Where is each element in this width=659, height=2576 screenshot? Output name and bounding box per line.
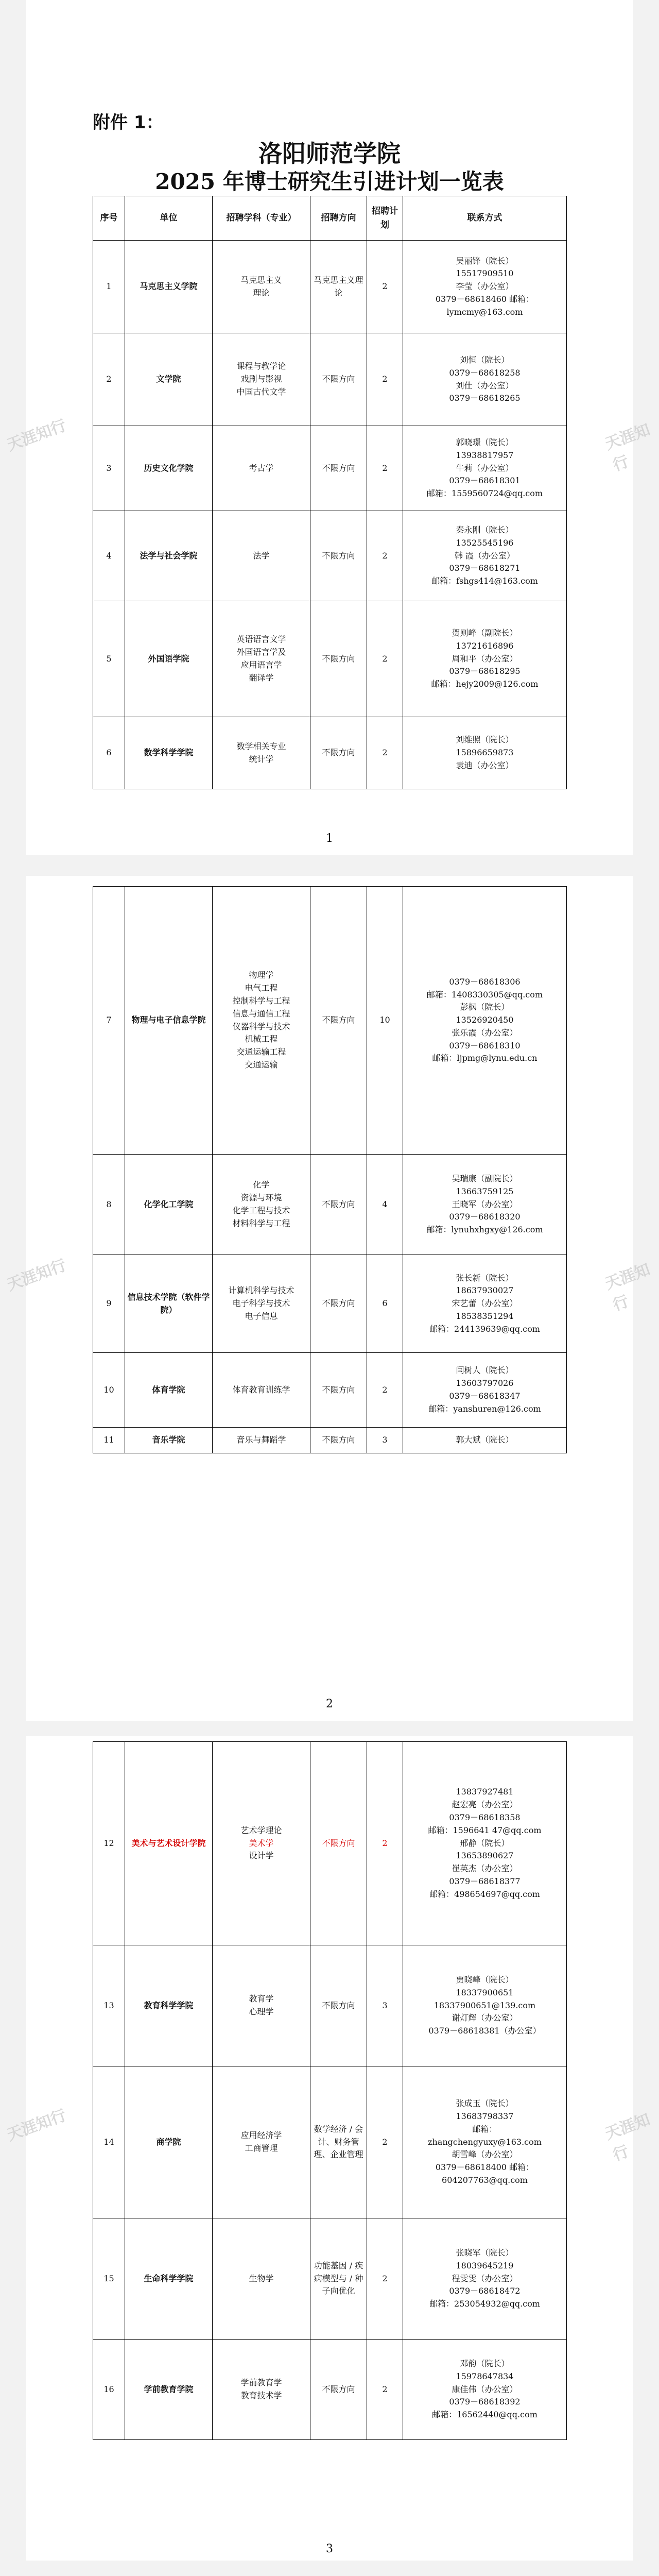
contact-line: 18337900651 [456, 1987, 514, 1997]
page-number: 3 [326, 2543, 333, 2555]
contact-line: 袁迪（办公室） [456, 760, 514, 770]
watermark-text: 天涯知行 [602, 2110, 653, 2165]
watermark-text: 天涯知行 [4, 1256, 69, 1295]
plan-table-page-1 [93, 196, 567, 789]
contact-line: 0379－68618400 邮箱： [435, 2162, 534, 2173]
recruit-direction: 不限方向 [310, 601, 367, 717]
contact-line: 18039645219 [456, 2260, 514, 2270]
contact-line: 0379－68618320 [449, 1212, 521, 1222]
contact-line: 15896659873 [456, 748, 514, 758]
contact-line: 邮箱： [472, 2124, 497, 2134]
row-number: 13 [93, 1945, 125, 2066]
page-1 [26, 0, 633, 855]
subject-item: 美术学 [249, 1838, 274, 1848]
contact-line: zhangchengyuxy@163.com [428, 2137, 542, 2147]
contact-line: 0379－68618301 [449, 476, 521, 486]
contact-line: 13663759125 [456, 1186, 514, 1196]
contact-line: 13653890627 [456, 1851, 514, 1861]
table-row [93, 426, 567, 511]
contact-line: 0379－68618295 [449, 666, 521, 676]
contact-line: 0379－68618392 [449, 2397, 521, 2407]
unit-name: 生命科学学院 [125, 2218, 213, 2340]
subject-item: 电气工程 [245, 983, 278, 993]
subject-item: 外国语言学及 [236, 647, 286, 657]
row-number: 4 [93, 511, 125, 601]
contact-line: 郭晓璟（院长） [456, 437, 514, 447]
subject-item: 音乐与舞蹈学 [236, 1435, 286, 1445]
table-row [93, 1255, 567, 1353]
document-title-plan: 2025 年博士研究生引进计划一览表 [155, 169, 504, 194]
subject-item: 电子信息 [245, 1311, 278, 1321]
table-row [93, 1742, 567, 1945]
contact-line: 0379－68618271 [449, 563, 521, 573]
recruit-direction: 不限方向 [310, 1945, 367, 2066]
unit-name: 商学院 [125, 2066, 213, 2218]
col-header-no: 序号 [93, 196, 125, 241]
contact-line: 彭枫（院长） [460, 1002, 510, 1012]
contact-line: 刘恒（院长） [460, 354, 510, 365]
contact-line: 邮箱：fshgs414@163.com [431, 576, 538, 586]
subject-item: 化学工程与技术 [232, 1206, 290, 1215]
unit-name: 信息技术学院（软件学院） [125, 1255, 213, 1353]
subject-item: 计算机科学与技术 [228, 1285, 294, 1296]
subject-item: 翻译学 [249, 672, 274, 683]
recruit-count: 10 [367, 887, 403, 1155]
subject-item: 艺术学理论 [240, 1825, 282, 1835]
contact-line: 李莹（办公室） [456, 281, 514, 292]
recruit-count: 2 [367, 717, 403, 789]
unit-name: 化学化工学院 [125, 1155, 213, 1255]
contact-line: 13837927481 [456, 1787, 514, 1797]
subject-item: 体育教育训练学 [232, 1384, 290, 1395]
contact-line: 13683798337 [456, 2111, 514, 2121]
subject-item: 英语语言文学 [236, 634, 286, 645]
subject-item: 学前教育学 [240, 2378, 282, 2388]
unit-name: 数学科学学院 [125, 717, 213, 789]
row-number: 2 [93, 333, 125, 426]
plan-table-page-2 [93, 886, 567, 1453]
recruit-count: 2 [367, 601, 403, 717]
subject-item: 应用经济学 [240, 2130, 282, 2141]
row-number: 11 [93, 1428, 125, 1453]
contact-line: 邮箱：yanshuren@126.com [428, 1403, 541, 1414]
contact-line: 邓韵（院长） [460, 2359, 510, 2368]
contact-line: 0379－68618377 [449, 1876, 521, 1886]
plan-table-page-3 [93, 1741, 567, 2440]
subject-item: 信息与通信工程 [232, 1008, 290, 1019]
watermark-text: 天涯知行 [602, 420, 653, 475]
table-row [93, 601, 567, 717]
contact-line: 邮箱：1596641 47@qq.com [428, 1825, 542, 1835]
row-number: 3 [93, 426, 125, 511]
subject-item: 电子科学与技术 [232, 1298, 290, 1309]
col-header-contact: 联系方式 [403, 196, 567, 241]
subject-item: 资源与环境 [240, 1193, 282, 1203]
contact-line: 13721616896 [456, 640, 514, 651]
contact-line: 0379－68618347 [449, 1391, 521, 1401]
contact-line: 康佳伟（办公室） [452, 2384, 518, 2394]
contact-line: 吴瑞康（副院长） [452, 1174, 518, 1183]
subject-item: 戏剧与影视 [240, 374, 282, 384]
contact-line: 13526920450 [456, 1015, 514, 1025]
recruit-count: 2 [367, 511, 403, 601]
contact-line: 胡雪峰（办公室） [452, 2149, 518, 2160]
contact-line: 张长新（院长） [456, 1273, 514, 1283]
subject-item: 工商管理 [245, 2143, 278, 2153]
recruit-direction: 不限方向 [310, 1353, 367, 1428]
contact-line: 宋艺蕾（办公室） [452, 1298, 518, 1309]
contact-line: 邮箱：253054932@qq.com [429, 2299, 540, 2309]
row-number: 16 [93, 2340, 125, 2440]
col-header-direction: 招聘方向 [310, 196, 367, 241]
subject-item: 应用语言学 [240, 660, 282, 670]
contact-line: 周和平（办公室） [452, 653, 518, 664]
unit-name: 教育科学学院 [125, 1945, 213, 2066]
contact-line: 13525545196 [456, 537, 514, 548]
subject-item: 化学 [253, 1180, 270, 1190]
recruit-direction: 数学经济 / 会计、财务管理、企业管理 [310, 2066, 367, 2218]
contact-line: 谢灯辉（办公室） [452, 2013, 518, 2023]
attachment-label: 附件 1： [93, 112, 164, 133]
contact-line: 13938817957 [456, 450, 514, 460]
contact-line: 刘仕（办公室） [456, 380, 514, 391]
subject-item: 统计学 [249, 754, 274, 764]
contact-line: 张晓军（院长） [456, 2248, 514, 2258]
page-number: 2 [326, 1698, 333, 1710]
contact-line: 邮箱：1559560724@qq.com [426, 488, 543, 499]
subject-item: 教育学 [249, 1994, 274, 2004]
subject-item: 控制科学与工程 [232, 995, 290, 1006]
row-number: 6 [93, 717, 125, 789]
recruit-direction: 不限方向 [310, 1428, 367, 1453]
row-number: 1 [93, 241, 125, 333]
table-row [93, 2340, 567, 2440]
page-2 [26, 876, 633, 1721]
contact-line: 韩 霞（办公室） [454, 550, 515, 561]
unit-name: 音乐学院 [125, 1428, 213, 1453]
unit-name: 马克思主义学院 [125, 241, 213, 333]
recruit-count: 2 [367, 2066, 403, 2218]
subject-item: 物理学 [249, 970, 274, 980]
subject-item: 仪器科学与技术 [232, 1021, 290, 1031]
table-row [93, 887, 567, 1155]
row-number: 14 [93, 2066, 125, 2218]
contact-line: 18538351294 [456, 1311, 514, 1321]
contact-line: 0379－68618460 邮箱： [435, 294, 534, 304]
contact-line: 邢静（院长） [460, 1838, 510, 1848]
contact-line: 张成玉（院长） [456, 2098, 514, 2109]
recruit-direction: 不限方向 [310, 511, 367, 601]
contact-line: 贺则峰（副院长） [452, 628, 518, 638]
recruit-count: 2 [367, 241, 403, 333]
row-number: 15 [93, 2218, 125, 2340]
subject-item: 设计学 [249, 1851, 274, 1861]
contact-line: 15517909510 [456, 268, 514, 279]
subject-item: 交通运输工程 [236, 1047, 286, 1057]
contact-line: 0379－68618306 [449, 976, 521, 987]
recruit-direction: 不限方向 [310, 887, 367, 1155]
page-number: 1 [326, 832, 333, 845]
col-header-count: 招聘计划 [367, 196, 403, 241]
subject-item: 马克思主义 [240, 275, 282, 285]
contact-line: 程雯雯（办公室） [452, 2273, 518, 2283]
recruit-direction: 不限方向 [310, 717, 367, 789]
row-number: 12 [93, 1742, 125, 1945]
contact-line: 18637930027 [456, 1285, 514, 1296]
contact-line: 王晓军（办公室） [452, 1199, 518, 1209]
row-number: 9 [93, 1255, 125, 1353]
subject-item: 心理学 [249, 2007, 274, 2016]
contact-line: 邮箱：lynuhxhgxy@126.com [426, 1225, 543, 1235]
subject-item: 法学 [253, 550, 270, 561]
contact-line: lymcmy@163.com [446, 307, 523, 317]
table-row [93, 1155, 567, 1255]
recruit-count: 2 [367, 333, 403, 426]
unit-name: 法学与社会学院 [125, 511, 213, 601]
row-number: 5 [93, 601, 125, 717]
recruit-direction: 功能基因 / 疾病模型与 / 种子向优化 [310, 2218, 367, 2340]
subject-item: 中国古代文学 [236, 386, 286, 397]
table-row [93, 333, 567, 426]
subject-item: 数学相关专业 [236, 741, 286, 751]
col-header-subject: 招聘学科（专业） [213, 196, 310, 241]
subject-item: 课程与教学论 [236, 361, 286, 371]
subject-item: 材料科学与工程 [232, 1218, 290, 1228]
contact-line: 邮箱：498654697@qq.com [429, 1889, 540, 1899]
recruit-count: 3 [367, 1428, 403, 1453]
contact-line: 邮箱：1408330305@qq.com [426, 989, 543, 999]
contact-line: 0379－68618358 [449, 1812, 521, 1822]
table-row [93, 2218, 567, 2340]
recruit-direction: 不限方向 [310, 2340, 367, 2440]
subject-item: 生物学 [249, 2273, 274, 2283]
recruit-count: 2 [367, 1353, 403, 1428]
unit-name: 学前教育学院 [125, 2340, 213, 2440]
table-row [93, 1353, 567, 1428]
unit-name: 物理与电子信息学院 [125, 887, 213, 1155]
unit-name: 文学院 [125, 333, 213, 426]
unit-name: 历史文化学院 [125, 426, 213, 511]
contact-line: 赵宏亮（办公室） [452, 1800, 518, 1810]
recruit-count: 2 [367, 1742, 403, 1945]
col-header-unit: 单位 [125, 196, 213, 241]
contact-line: 秦永刚（院长） [456, 525, 514, 535]
contact-line: 吴丽锋（院长） [456, 256, 514, 266]
contact-line: 闫树人（院长） [456, 1365, 514, 1376]
recruit-count: 2 [367, 2218, 403, 2340]
recruit-direction: 不限方向 [310, 1255, 367, 1353]
unit-name: 体育学院 [125, 1353, 213, 1428]
row-number: 10 [93, 1353, 125, 1428]
contact-line: 张乐霞（办公室） [452, 1027, 518, 1038]
contact-line: 0379－68618310 [449, 1040, 521, 1050]
contact-line: 邮箱：ljpmg@lynu.edu.cn [432, 1053, 537, 1063]
contact-line: 邮箱：16562440@qq.com [432, 2410, 537, 2420]
contact-line: 刘维照（院长） [456, 735, 514, 745]
contact-line: 18337900651@139.com [433, 2000, 536, 2010]
recruit-direction: 不限方向 [310, 333, 367, 426]
page-3 [26, 1736, 633, 2561]
contact-line: 邮箱：244139639@qq.com [429, 1324, 540, 1334]
contact-line: 郭大斌（院长） [456, 1435, 514, 1445]
recruit-count: 4 [367, 1155, 403, 1255]
contact-line: 13603797026 [456, 1378, 514, 1388]
subject-item: 机械工程 [245, 1034, 278, 1044]
subject-item: 理论 [253, 287, 270, 298]
recruit-count: 2 [367, 426, 403, 511]
contact-line: 15978647834 [456, 2371, 514, 2381]
contact-line: 604207763@qq.com [442, 2175, 528, 2185]
recruit-count: 2 [367, 2340, 403, 2440]
recruit-direction: 不限方向 [310, 426, 367, 511]
unit-name: 外国语学院 [125, 601, 213, 717]
recruit-count: 6 [367, 1255, 403, 1353]
unit-name: 美术与艺术设计学院 [125, 1742, 213, 1945]
table-row [93, 1428, 567, 1453]
row-number: 7 [93, 887, 125, 1155]
contact-line: 0379－68618265 [449, 393, 521, 403]
watermark-text: 天涯知行 [4, 416, 69, 455]
table-row [93, 1945, 567, 2066]
contact-line: 0379－68618258 [449, 367, 521, 378]
contact-line: 崔英杰（办公室） [452, 1863, 518, 1874]
table-header-row [93, 196, 567, 241]
recruit-count: 3 [367, 1945, 403, 2066]
row-number: 8 [93, 1155, 125, 1255]
contact-line: 邮箱：hejy2009@126.com [431, 679, 539, 689]
recruit-direction: 不限方向 [310, 1155, 367, 1255]
subject-item: 交通运输 [245, 1059, 278, 1070]
recruit-direction: 不限方向 [310, 1742, 367, 1945]
contact-line: 贾晓峰（院长） [456, 1975, 514, 1985]
table-row [93, 241, 567, 333]
contact-line: 0379－68618381（办公室） [428, 2026, 541, 2036]
recruit-direction: 马克思主义理论 [310, 241, 367, 333]
subject-item: 教育技术学 [240, 2391, 282, 2400]
subject-item: 考古学 [249, 463, 274, 473]
watermark-text: 天涯知行 [602, 1260, 653, 1315]
table-row [93, 2066, 567, 2218]
contact-line: 0379－68618472 [449, 2286, 521, 2296]
watermark-text: 天涯知行 [4, 2106, 69, 2145]
table-row [93, 511, 567, 601]
contact-line: 牛莉（办公室） [456, 463, 514, 473]
document-title-school: 洛阳师范学院 [258, 140, 401, 167]
table-row [93, 717, 567, 789]
